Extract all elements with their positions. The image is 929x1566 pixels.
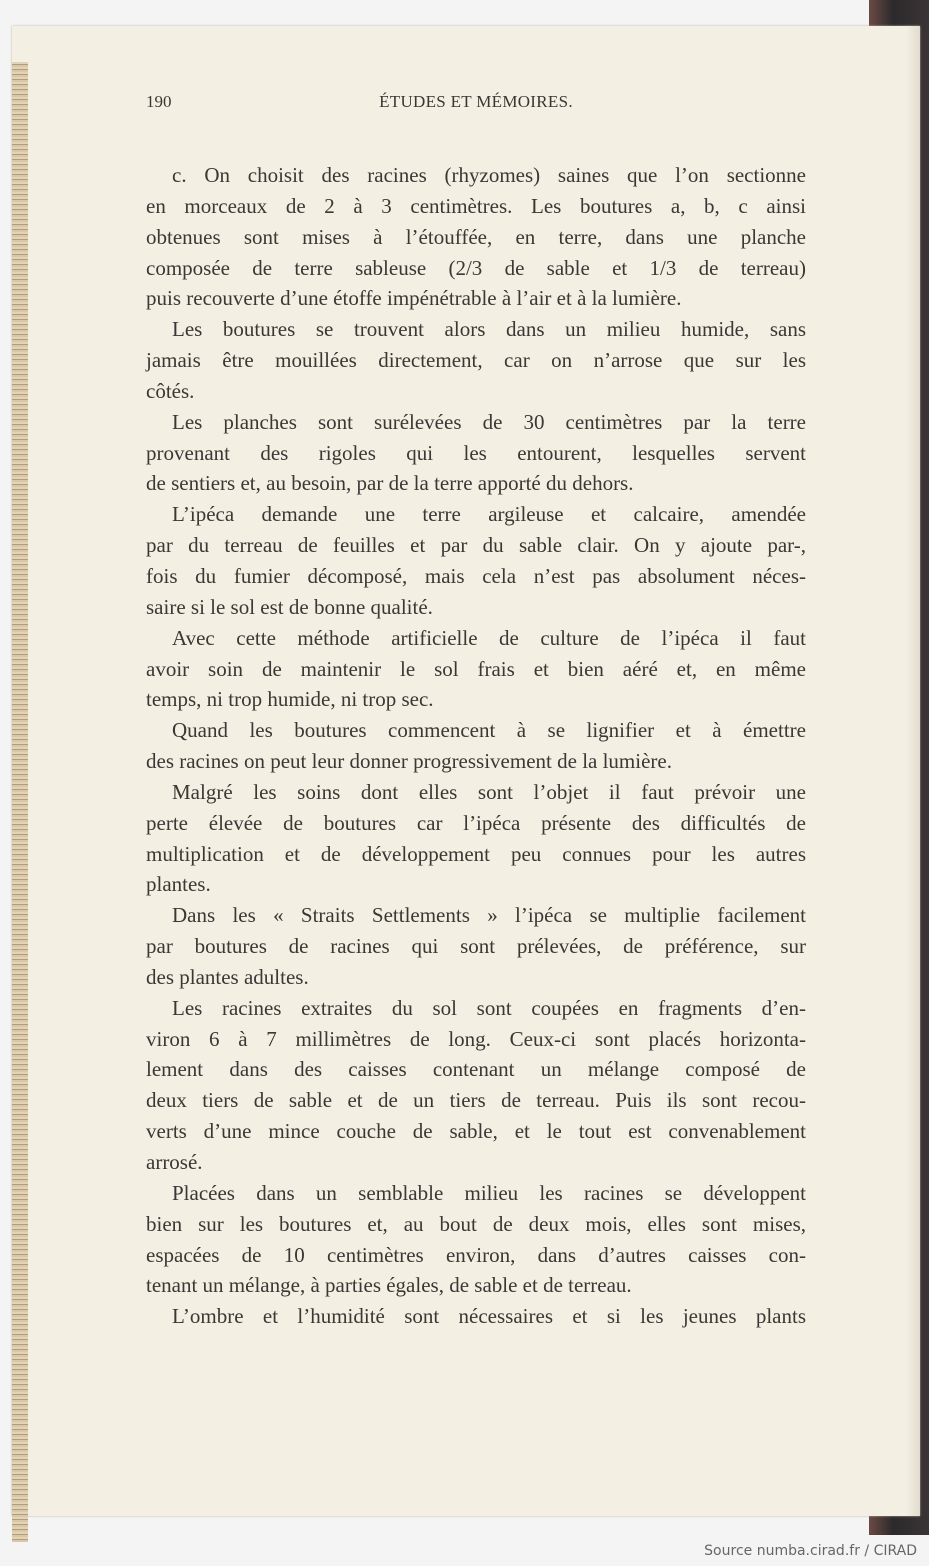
text-line: perte élevée de boutures car l’ipéca présente des difficultés de xyxy=(146,810,806,835)
paragraph xyxy=(146,407,806,500)
text-line: en morceaux de 2 à 3 centimètres. Les boutures a, b, c ainsi xyxy=(146,193,806,218)
text-line: Les planches sont surélevées de 30 centimètres par la terre xyxy=(172,409,806,434)
paragraph xyxy=(146,900,806,993)
text-line: Avec cette méthode artificielle de culture de l’ipéca il faut xyxy=(172,625,806,650)
text-line: Malgré les soins dont elles sont l’objet il faut prévoir une xyxy=(172,779,806,804)
text-line: L’ipéca demande une terre argileuse et calcaire, amendée xyxy=(172,502,806,527)
text-line: jamais être mouillées directement, car on n’arrose que sur les xyxy=(146,348,806,373)
paragraph xyxy=(146,777,806,900)
text-line: espacées de 10 centimètres environ, dans d’autres caisses con- xyxy=(146,1242,806,1267)
text-line: tenant un mélange, à parties égales, de sable et de terreau. xyxy=(146,1273,632,1298)
text-line: multiplication et de développement peu connues pour les autres xyxy=(146,841,806,866)
page-header xyxy=(146,92,806,116)
text-line: verts d’une mince couche de sable, et le tout est convenablement xyxy=(146,1119,806,1144)
text-line: deux tiers de sable et de un tiers de terreau. Puis ils sont recou- xyxy=(146,1088,806,1113)
text-line: de sentiers et, au besoin, par de la terre apporté du dehors. xyxy=(146,471,634,496)
text-line: par du terreau de feuilles et par du sable clair. On y ajoute par-, xyxy=(146,533,806,558)
paragraph xyxy=(146,623,806,716)
text-line: lement dans des caisses contenant un mélange composé de xyxy=(146,1057,806,1082)
text-line: provenant des rigoles qui les entourent, lesquelles servent xyxy=(146,440,806,465)
text-line: puis recouverte d’une étoffe impénétrable à l’air et à la lumière. xyxy=(146,286,682,311)
text-line: fois du fumier décomposé, mais cela n’est pas absolument néces- xyxy=(146,563,806,588)
text-line: par boutures de racines qui sont prélevées, de préférence, sur xyxy=(146,934,806,959)
text-line: bien sur les boutures et, au bout de deux mois, elles sont mises, xyxy=(146,1211,806,1236)
text-line: Placées dans un semblable milieu les racines se développent xyxy=(172,1180,806,1205)
text-line: Quand les boutures commencent à se lignifier et à émettre xyxy=(172,718,806,743)
paragraph xyxy=(146,715,806,777)
text-line: arrosé. xyxy=(146,1150,203,1174)
text-line: viron 6 à 7 millimètres de long. Ceux-ci sont placés horizonta- xyxy=(146,1026,806,1051)
paragraph xyxy=(146,1301,806,1332)
text-line: L’ombre et l’humidité sont nécessaires et si les jeunes plants xyxy=(172,1304,806,1329)
text-line: obtenues sont mises à l’étouffée, en terre, dans une planche xyxy=(146,224,806,249)
text-line: temps, ni trop humide, ni trop sec. xyxy=(146,687,434,712)
gutter-shade xyxy=(906,26,920,1516)
text-line: Les boutures se trouvent alors dans un milieu humide, sans xyxy=(172,317,806,342)
page-number: 190 xyxy=(146,92,172,111)
text-line: Dans les « Straits Settlements » l’ipéca se multiplie facilement xyxy=(172,903,806,928)
text-line: saire si le sol est de bonne qualité. xyxy=(146,594,433,619)
text-line: Les racines extraites du sol sont coupées en fragments d’en- xyxy=(172,995,806,1020)
paragraph xyxy=(146,499,806,622)
running-title: ÉTUDES ET MÉMOIRES. xyxy=(379,92,573,111)
text-line: des racines on peut leur donner progressivement de la lumière. xyxy=(146,749,672,774)
page-body-text xyxy=(146,160,806,1332)
paragraph xyxy=(146,314,806,407)
text-line: c. On choisit des racines (rhyzomes) saines que l’on sectionne xyxy=(172,163,806,187)
page-stack-edge xyxy=(12,62,28,1542)
paragraph xyxy=(146,993,806,1178)
paragraph xyxy=(146,160,806,314)
source-credit: Source numba.cirad.fr / CIRAD xyxy=(704,1543,917,1559)
text-line: plantes. xyxy=(146,872,211,897)
text-line: côtés. xyxy=(146,378,195,403)
text-line: composée de terre sableuse (2/3 de sable et 1/3 de terreau) xyxy=(146,255,806,280)
paragraph xyxy=(146,1178,806,1301)
text-line: avoir soin de maintenir le sol frais et bien aéré et, en même xyxy=(146,656,806,681)
text-line: des plantes adultes. xyxy=(146,964,309,989)
